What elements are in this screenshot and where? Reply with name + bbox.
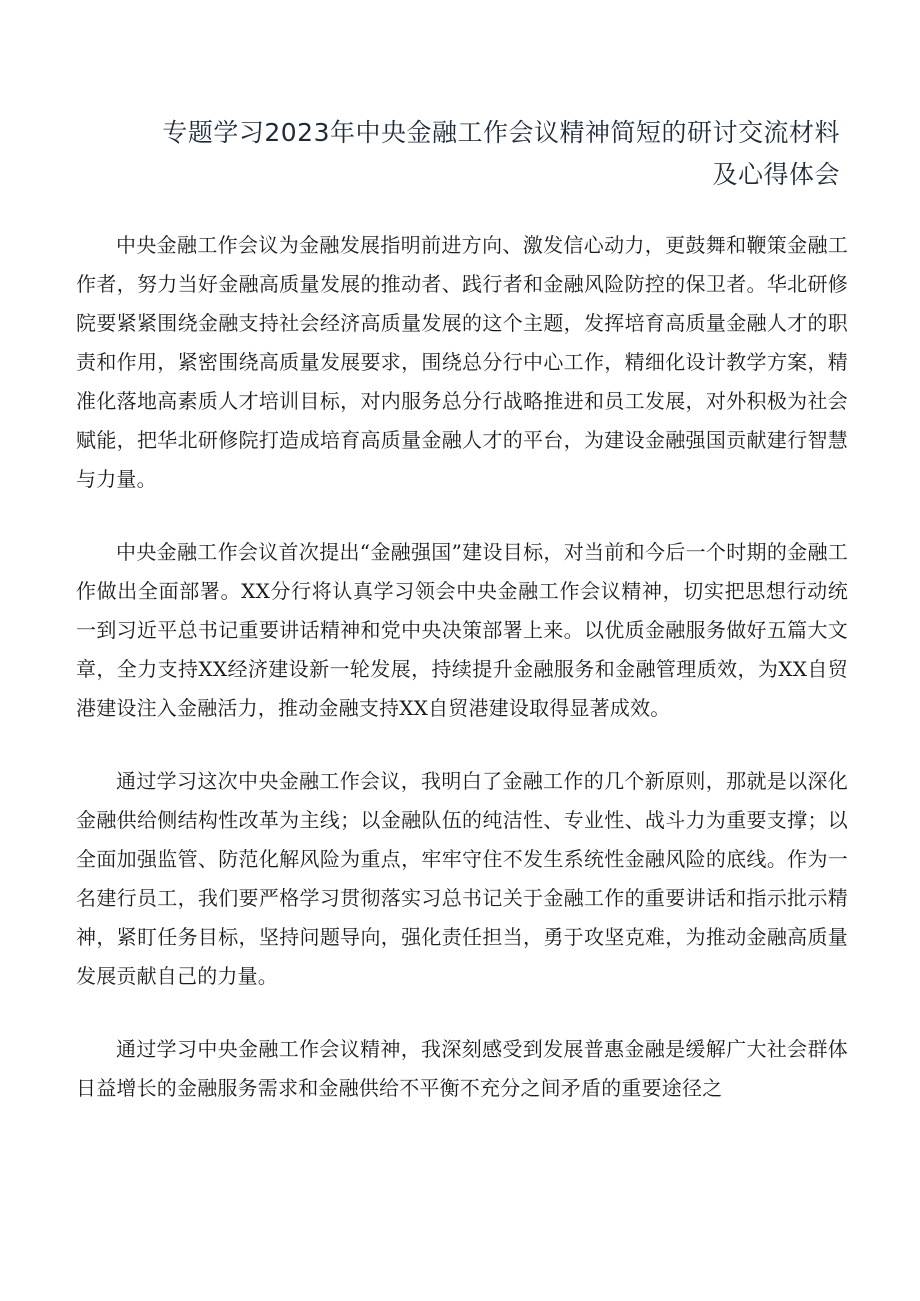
document-title: 专题学习2023年中央金融工作会议精神简短的研讨交流材料及心得体会 [162,118,840,189]
document-body [76,226,848,1142]
paragraph-4: 通过学习中央金融工作会议精神，我深刻感受到发展普惠金融是缓解广大社会群体日益增长的金融服务需求和金融供给不平衡不充分之间矛盾的重要途径之 [76,1037,848,1100]
paragraph-3: 通过学习这次中央金融工作会议，我明白了金融工作的几个新原则，那就是以深化金融供给侧结构性改革为主线；以金融队伍的纯洁性、专业性、战斗力为重要支撑；以全面加强监管、防范化解风险为重点，牢牢守住不发生系统性金融风险的底线。作为一名建行员工，我们要严格学习贯彻落实习总书记关于金融工作的重要讲话和指示批示精神，紧盯任务目标，坚持问题导向，强化责任担当，勇于攻坚克难，为推动金融高质量发展贡献自己的力量。 [76,769,848,988]
paragraph-1: 中央金融工作会议为金融发展指明前进方向、激发信心动力，更鼓舞和鞭策金融工作者，努力当好金融高质量发展的推动者、践行者和金融风险防控的保卫者。华北研修院要紧紧围绕金融支持社会经济高质量发展的这个主题，发挥培育高质量金融人才的职责和作用，紧密围绕高质量发展要求，围绕总分行中心工作，精细化设计教学方案，精准化落地高素质人才培训目标，对内服务总分行战略推进和员工发展，对外积极为社会赋能，把华北研修院打造成培育高质量金融人才的平台，为建设金融强国贡献建行智慧与力量。 [76,233,848,491]
paragraph-2: 中央金融工作会议首次提出“金融强国”建设目标，对当前和今后一个时期的金融工作做出全面部署。XX分行将认真学习领会中央金融工作会议精神，切实把思想行动统一到习近平总书记重要讲话精神和党中央决策部署上来。以优质金融服务做好五篇大文章，全力支持XX经济建设新一轮发展，持续提升金融服务和金融管理质效，为XX自贸港建设注入金融活力，推动金融支持XX自贸港建设取得显著成效。 [76,540,848,720]
